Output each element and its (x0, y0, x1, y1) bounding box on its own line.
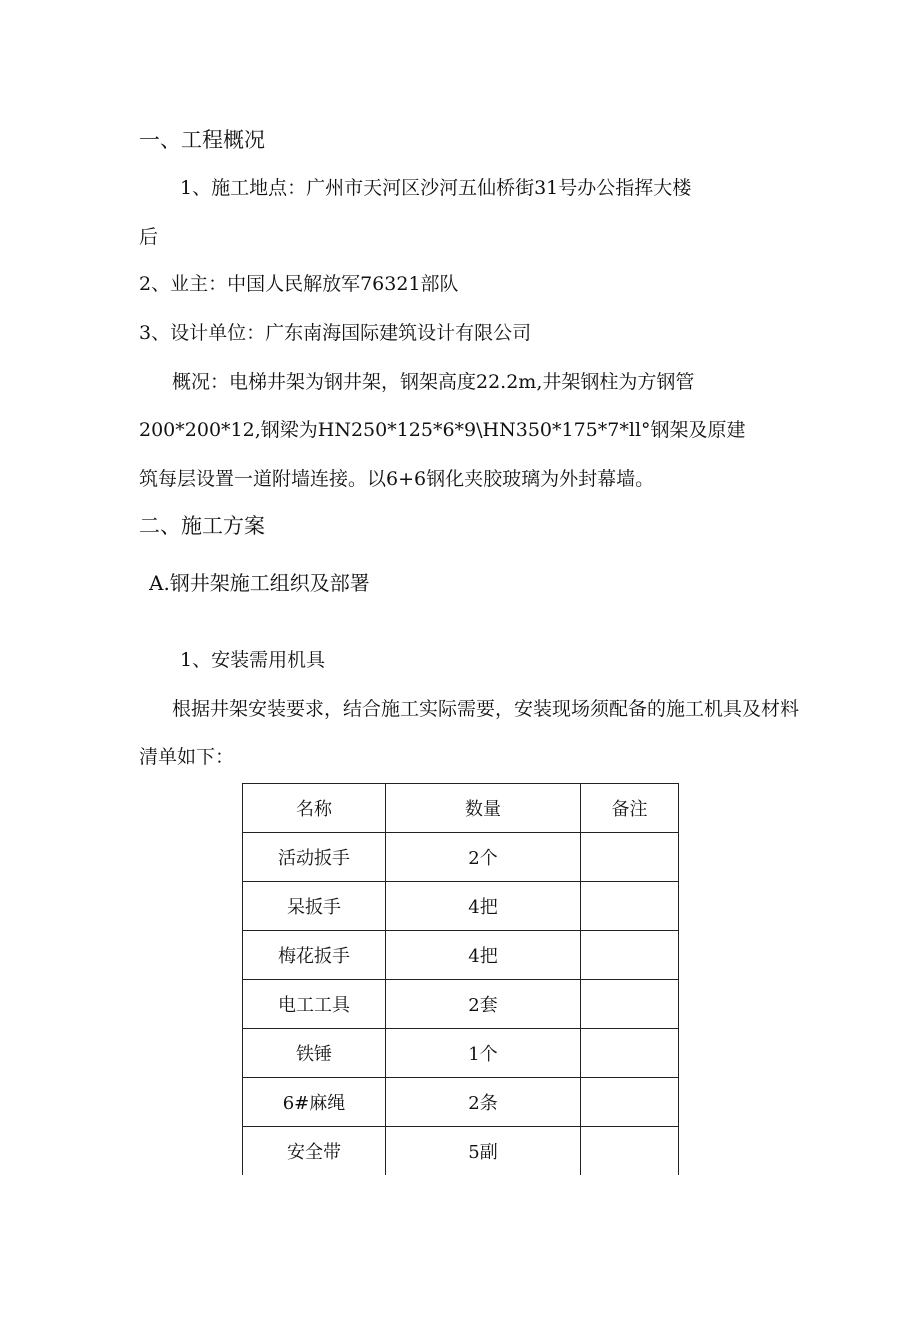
intro-text-line-2: 清单如下： (139, 746, 235, 768)
cell-name: 安全带 (243, 1127, 386, 1176)
table-row (243, 1078, 679, 1127)
cell-name: 呆扳手 (243, 882, 386, 931)
location-text-continued: 后 (139, 226, 159, 248)
table-row (243, 931, 679, 980)
cell-name: 铁锤 (243, 1029, 386, 1078)
cell-quantity: 1个 (386, 1029, 581, 1078)
cell-name: 梅花扳手 (243, 931, 386, 980)
cell-quantity: 2个 (386, 833, 581, 882)
location-text: 1、施工地点：广州市天河区沙河五仙桥街31号办公指挥大楼 (180, 177, 692, 199)
cell-quantity: 2条 (386, 1078, 581, 1127)
summary-text-line-2: 200*200*12,钢梁为HN250*125*6*9\HN350*175*7*ll°钢架及原建 (139, 419, 746, 441)
cell-quantity: 4把 (386, 882, 581, 931)
cell-name: 6#麻绳 (243, 1078, 386, 1127)
header-name: 名称 (243, 784, 386, 833)
cell-note (581, 931, 679, 980)
cell-note (581, 980, 679, 1029)
table-header-row (243, 784, 679, 833)
table-row (243, 1127, 679, 1176)
cell-quantity: 4把 (386, 931, 581, 980)
cell-name: 电工工具 (243, 980, 386, 1029)
table-row (243, 980, 679, 1029)
cell-name: 活动扳手 (243, 833, 386, 882)
summary-text-line-3: 筑每层设置一道附墙连接。以6+6钢化夹胶玻璃为外封幕墙。 (139, 468, 655, 490)
cell-quantity: 2套 (386, 980, 581, 1029)
section-heading-plan: 二、施工方案 (139, 514, 265, 538)
cell-note (581, 833, 679, 882)
designer-text: 3、设计单位：广东南海国际建筑设计有限公司 (139, 322, 532, 344)
section-heading-overview: 一、工程概况 (139, 128, 265, 152)
table-row (243, 1029, 679, 1078)
table-row (243, 882, 679, 931)
cell-quantity: 5副 (386, 1127, 581, 1176)
header-note: 备注 (581, 784, 679, 833)
cell-note (581, 882, 679, 931)
subsection-heading: A.钢井架施工组织及部署 (149, 571, 370, 595)
table-row (243, 833, 679, 882)
cell-note (581, 1029, 679, 1078)
summary-text-line-1: 概况：电梯井架为钢井架，钢架高度22.2m,井架钢柱为方钢管 (172, 371, 695, 393)
owner-text: 2、业主：中国人民解放军76321部队 (139, 273, 459, 295)
intro-text-line-1: 根据井架安装要求，结合施工实际需要，安装现场须配备的施工机具及材料 (172, 698, 800, 720)
cell-note (581, 1127, 679, 1176)
tools-table (242, 783, 679, 1175)
cell-note (581, 1078, 679, 1127)
item-title: 1、安装需用机具 (180, 649, 326, 671)
header-quantity: 数量 (386, 784, 581, 833)
